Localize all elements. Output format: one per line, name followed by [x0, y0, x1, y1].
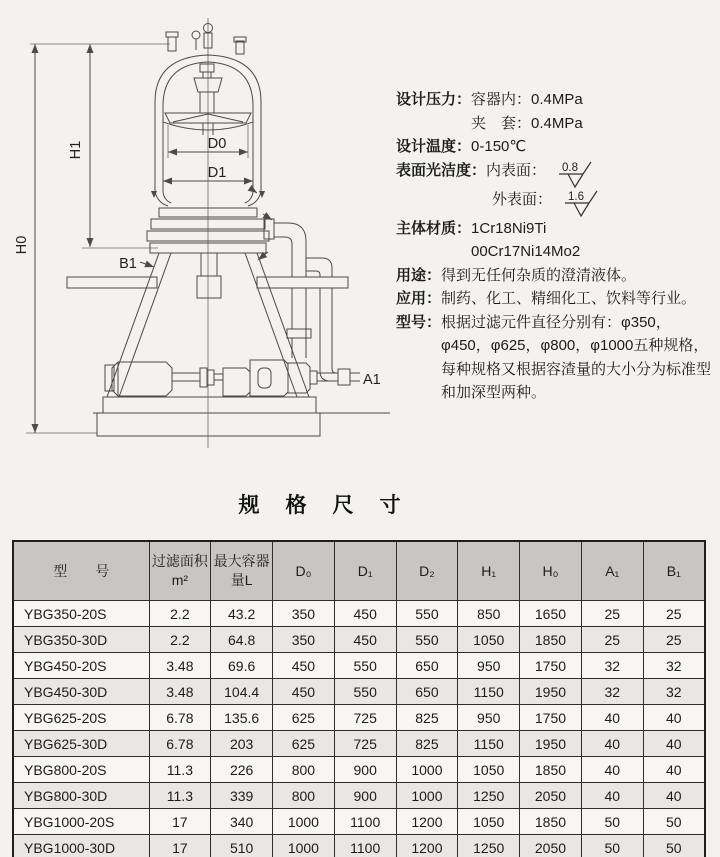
- col-header: D₂: [396, 541, 458, 601]
- model-cell: YBG1000-20S: [13, 809, 149, 835]
- design-temp-value: 0-150℃: [471, 138, 527, 155]
- value-cell: 650: [396, 679, 458, 705]
- value-cell: 800: [273, 783, 335, 809]
- value-cell: 50: [581, 835, 643, 857]
- jacket-pressure-value: 夹 套：0.4MPa: [471, 114, 583, 132]
- table-row: [13, 679, 705, 705]
- model-cell: YBG625-20S: [13, 705, 149, 731]
- value-cell: 550: [334, 679, 396, 705]
- value-cell: 40: [581, 705, 643, 731]
- value-cell: 550: [396, 627, 458, 653]
- col-header: B₁: [643, 541, 705, 601]
- value-cell: 1850: [520, 757, 582, 783]
- value-cell: 1850: [520, 627, 582, 653]
- value-cell: 3.48: [149, 679, 211, 705]
- material-value-2: 00Cr17Ni14Mo2: [471, 243, 581, 260]
- value-cell: 11.3: [149, 757, 211, 783]
- value-cell: 40: [581, 731, 643, 757]
- model-types-label: 型号：: [396, 313, 442, 331]
- table-row: [13, 757, 705, 783]
- material-label: 主体材质：: [396, 219, 472, 237]
- value-cell: 17: [149, 835, 211, 857]
- spec-application: [396, 287, 718, 311]
- bench-left: [67, 277, 157, 288]
- spec-material-2: [396, 240, 718, 264]
- model-cell: YBG800-30D: [13, 783, 149, 809]
- model-cell: YBG625-30D: [13, 731, 149, 757]
- value-cell: 340: [211, 809, 273, 835]
- table-row: [13, 705, 705, 731]
- surface-outer-value: 1.6: [568, 190, 585, 203]
- table-row: [13, 601, 705, 627]
- a1-outlet-pipe: [317, 369, 360, 385]
- value-cell: 450: [334, 601, 396, 627]
- table-row: [13, 653, 705, 679]
- value-cell: 1200: [396, 835, 458, 857]
- value-cell: 350: [273, 627, 335, 653]
- value-cell: 1000: [396, 757, 458, 783]
- application-value: 制药、化工、精细化工、饮料等行业。: [441, 290, 697, 307]
- value-cell: 25: [643, 601, 705, 627]
- value-cell: 32: [581, 679, 643, 705]
- value-cell: 825: [396, 731, 458, 757]
- value-cell: 40: [643, 757, 705, 783]
- spec-usage: [396, 264, 718, 288]
- value-cell: 850: [458, 601, 520, 627]
- surface-finish-label: 表面光洁度：: [396, 161, 487, 179]
- value-cell: 135.6: [211, 705, 273, 731]
- value-cell: 43.2: [211, 601, 273, 627]
- spec-material: [396, 217, 718, 241]
- dim-label-d0: D0: [207, 136, 227, 152]
- col-header: A₁: [581, 541, 643, 601]
- bottom-outlet-valve: [197, 276, 221, 298]
- value-cell: 1000: [273, 809, 335, 835]
- spec-surface-inner: [396, 159, 718, 188]
- value-cell: 32: [643, 653, 705, 679]
- surface-inner-label: 内表面：: [486, 161, 547, 179]
- dim-label-b1: B1: [119, 256, 137, 272]
- value-cell: 625: [273, 705, 335, 731]
- value-cell: 550: [396, 601, 458, 627]
- value-cell: 1750: [520, 653, 582, 679]
- value-cell: 203: [211, 731, 273, 757]
- value-cell: 1100: [334, 809, 396, 835]
- value-cell: 17: [149, 809, 211, 835]
- value-cell: 2050: [520, 835, 582, 857]
- design-pressure-value: 容器内：0.4MPa: [471, 91, 583, 108]
- value-cell: 25: [643, 627, 705, 653]
- value-cell: 825: [396, 705, 458, 731]
- bench-right: [257, 277, 348, 288]
- value-cell: 1150: [458, 731, 520, 757]
- value-cell: 11.3: [149, 783, 211, 809]
- value-cell: 25: [581, 627, 643, 653]
- value-cell: 900: [334, 757, 396, 783]
- technical-drawing: [0, 0, 400, 470]
- piping: [264, 219, 338, 381]
- value-cell: 800: [273, 757, 335, 783]
- table-title: 规格尺寸: [238, 494, 427, 517]
- usage-value: 得到无任何杂质的澄清液体。: [441, 266, 637, 284]
- value-cell: 25: [581, 601, 643, 627]
- surface-inner-value: 0.8: [562, 161, 579, 174]
- value-cell: 226: [211, 757, 273, 783]
- value-cell: 1950: [520, 731, 582, 757]
- value-cell: 1750: [520, 705, 582, 731]
- value-cell: 1050: [458, 627, 520, 653]
- value-cell: 725: [334, 705, 396, 731]
- surface-finish-mark-outer: [564, 189, 602, 218]
- value-cell: 3.48: [149, 653, 211, 679]
- table-header-row: [13, 541, 705, 601]
- value-cell: 450: [334, 627, 396, 653]
- value-cell: 32: [581, 653, 643, 679]
- top-nozzles: [166, 24, 246, 55]
- value-cell: 2050: [520, 783, 582, 809]
- value-cell: 1000: [396, 783, 458, 809]
- spec-jacket-pressure: [396, 112, 718, 136]
- value-cell: 950: [458, 705, 520, 731]
- dim-label-a1: A1: [363, 372, 381, 388]
- spec-model-types: [396, 311, 718, 405]
- value-cell: 510: [211, 835, 273, 857]
- bottom-outlet-stem: [201, 253, 217, 276]
- value-cell: 900: [334, 783, 396, 809]
- table-row: [13, 731, 705, 757]
- col-header: H₀: [520, 541, 582, 601]
- specs-panel: [396, 88, 718, 405]
- value-cell: 450: [273, 679, 335, 705]
- model-cell: YBG350-30D: [13, 627, 149, 653]
- value-cell: 6.78: [149, 731, 211, 757]
- value-cell: 725: [334, 731, 396, 757]
- model-cell: YBG800-20S: [13, 757, 149, 783]
- value-cell: 1650: [520, 601, 582, 627]
- model-cell: YBG350-20S: [13, 601, 149, 627]
- model-cell: YBG1000-30D: [13, 835, 149, 857]
- col-header: D₀: [273, 541, 335, 601]
- value-cell: 1250: [458, 783, 520, 809]
- table-row: [13, 783, 705, 809]
- model-cell: YBG450-20S: [13, 653, 149, 679]
- design-pressure-label: 设计压力：: [396, 91, 472, 108]
- col-header: D₁: [334, 541, 396, 601]
- dim-label-h1: H1: [68, 140, 84, 160]
- material-value-1: 1Cr18Ni9Ti: [471, 219, 547, 237]
- table-row: [13, 809, 705, 835]
- value-cell: 650: [396, 653, 458, 679]
- value-cell: 1250: [458, 835, 520, 857]
- model-types-value: 根据过滤元件直径分别有：φ350，φ450，φ625，φ800，φ1000五种规格，每种规格又根据容渣量的大小分为标准型和加深型两种。: [441, 313, 712, 401]
- value-cell: 1850: [520, 809, 582, 835]
- value-cell: 6.78: [149, 705, 211, 731]
- value-cell: 40: [581, 757, 643, 783]
- col-header: 型 号: [13, 541, 149, 601]
- value-cell: 625: [273, 731, 335, 757]
- table-row: [13, 835, 705, 857]
- value-cell: 339: [211, 783, 273, 809]
- value-cell: 2.2: [149, 601, 211, 627]
- value-cell: 350: [273, 601, 335, 627]
- value-cell: 1050: [458, 809, 520, 835]
- value-cell: 104.4: [211, 679, 273, 705]
- surface-outer-label: 外表面：: [492, 190, 553, 208]
- value-cell: 40: [643, 731, 705, 757]
- dim-label-h0: H0: [14, 235, 30, 255]
- dim-label-d1: D1: [207, 165, 227, 181]
- value-cell: 1950: [520, 679, 582, 705]
- model-cell: YBG450-30D: [13, 679, 149, 705]
- spec-design-pressure: [396, 88, 718, 112]
- value-cell: 1150: [458, 679, 520, 705]
- b1-pointer: [140, 262, 154, 267]
- surface-finish-mark-inner: [558, 160, 596, 189]
- value-cell: 2.2: [149, 627, 211, 653]
- value-cell: 1050: [458, 757, 520, 783]
- value-cell: 40: [581, 783, 643, 809]
- vessel-diagram: [0, 0, 400, 470]
- col-header: 最大容器量L: [211, 541, 273, 601]
- value-cell: 50: [581, 809, 643, 835]
- value-cell: 64.8: [211, 627, 273, 653]
- value-cell: 450: [273, 653, 335, 679]
- value-cell: 50: [643, 809, 705, 835]
- spec-surface-outer: [396, 188, 718, 217]
- application-label: 应用：: [396, 290, 442, 307]
- design-temp-label: 设计温度：: [396, 138, 472, 155]
- value-cell: 1000: [273, 835, 335, 857]
- value-cell: 1100: [334, 835, 396, 857]
- value-cell: 550: [334, 653, 396, 679]
- value-cell: 950: [458, 653, 520, 679]
- spec-design-temp: [396, 135, 718, 159]
- base-frame: [93, 397, 390, 436]
- table-row: [13, 627, 705, 653]
- value-cell: 50: [643, 835, 705, 857]
- value-cell: 40: [643, 705, 705, 731]
- value-cell: 40: [643, 783, 705, 809]
- col-header: 过滤面积m²: [149, 541, 211, 601]
- spec-table: [12, 540, 706, 857]
- value-cell: 1200: [396, 809, 458, 835]
- value-cell: 69.6: [211, 653, 273, 679]
- col-header: H₁: [458, 541, 520, 601]
- value-cell: 32: [643, 679, 705, 705]
- usage-label: 用途：: [396, 266, 442, 284]
